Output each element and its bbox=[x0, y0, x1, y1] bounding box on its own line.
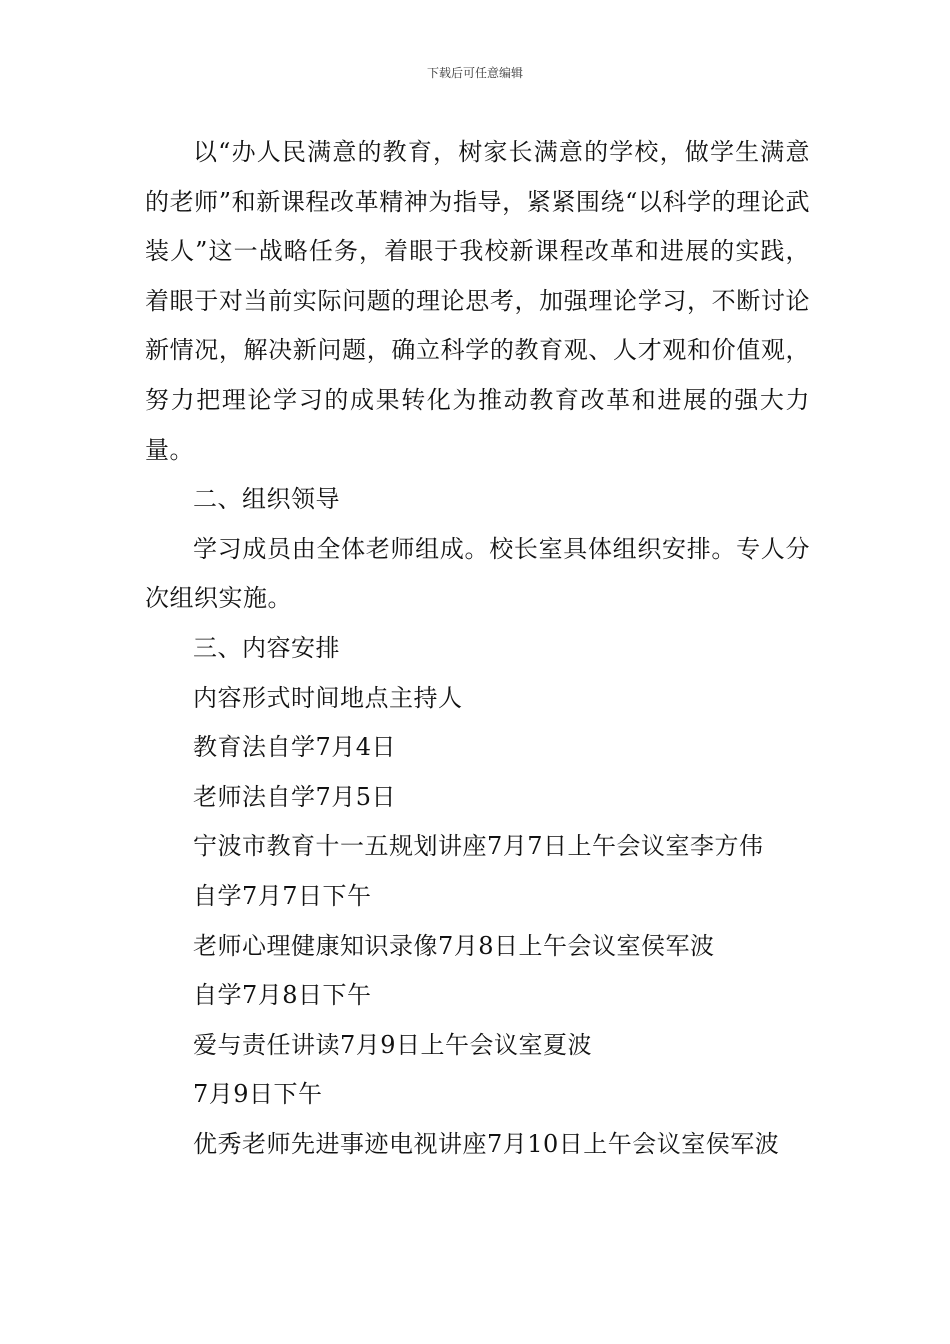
schedule-row: 自学7月7日下午 bbox=[193, 881, 372, 910]
organization-paragraph: 学习成员由全体老师组成。校长室具体组织安排。专人分次组织实施。 bbox=[145, 534, 810, 613]
schedule-row: 自学7月8日下午 bbox=[193, 981, 372, 1010]
intro-paragraph: 以“办人民满意的教育，树家长满意的学校，做学生满意的老师”和新课程改革精神为指导，紧紧围绕“以科学的理论武装人”这一战略任务，着眼于我校新课程改革和进展的实践，着眼于对当前实际问题的理论思考，加强理论学习，不断讨论新情况，解决新问题，确立科学的教育观、人才观和价值观，努力把理论学习的成果转化为推动教育改革和进展的强大力量。 bbox=[145, 138, 810, 464]
schedule-row: 爱与责任讲读7月9日上午会议室夏波 bbox=[193, 1030, 593, 1059]
section-heading-organization: 二、组织领导 bbox=[193, 485, 340, 514]
schedule-row: 教育法自学7月4日 bbox=[193, 733, 397, 762]
schedule-row: 优秀老师先进事迹电视讲座7月10日上午会议室侯军波 bbox=[193, 1129, 780, 1158]
schedule-row: 老师法自学7月5日 bbox=[193, 782, 397, 811]
schedule-row: 老师心理健康知识录像7月8日上午会议室侯军波 bbox=[193, 931, 715, 960]
document-body bbox=[145, 128, 810, 1169]
schedule-row: 宁波市教育十一五规划讲座7月7日上午会议室李方伟 bbox=[193, 832, 764, 861]
schedule-row: 7月9日下午 bbox=[193, 1080, 323, 1109]
page-header-note: 下载后可任意编辑 bbox=[426, 66, 523, 80]
schedule-header-row: 内容形式时间地点主持人 bbox=[193, 683, 463, 712]
section-heading-content: 三、内容安排 bbox=[193, 633, 340, 662]
